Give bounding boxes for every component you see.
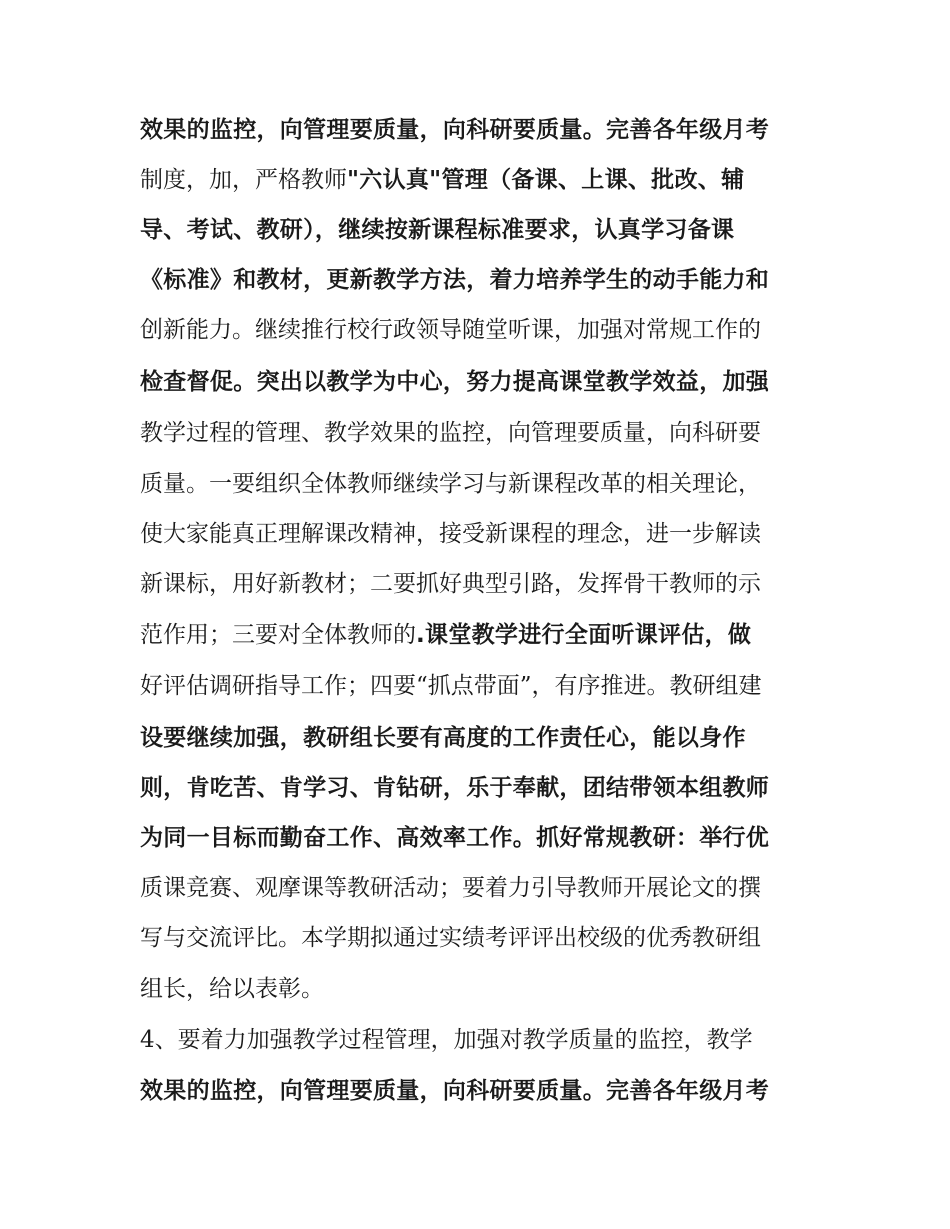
paragraph-line: 创新能力。继续推行校行政领导随堂听课，加强对常规工作的: [140, 317, 761, 343]
line-segment: .课堂教学进行全面听课评估，做: [416, 622, 752, 648]
paragraph-line: 使大家能真正理解课改精神，接受新课程的理念，进一步解读: [140, 521, 761, 547]
line-segment: "六认真"管理（备课、上课、批改、辅: [347, 167, 745, 193]
paragraph-line: 导、考试、教研），继续按新课程标准要求，认真学习备课: [140, 217, 735, 243]
paragraph-line: 教学过程的管理、教学效果的监控，向管理要质量，向科研要: [140, 420, 761, 446]
line-segment: 制度，加，严格教师: [140, 167, 347, 193]
paragraph-line: 效果的监控，向管理要质量，向科研要质量。完善各年级月考: [140, 117, 770, 143]
paragraph-line: 写与交流评比。本学期拟通过实绩考评评出校级的优秀教研组: [140, 925, 761, 951]
paragraph-line: 质课竞赛、观摩课等教研活动；要着力引导教师开展论文的撰: [140, 875, 761, 901]
paragraph-line: 设要继续加强，教研组长要有高度的工作责任心，能以身作: [140, 725, 746, 751]
paragraph-line: [140, 155, 820, 205]
paragraph-line: 效果的监控，向管理要质量，向科研要质量。完善各年级月考: [140, 1078, 770, 1104]
paragraph-line: 好评估调研指导工作；四要“抓点带面”，有序推进。教研组建: [140, 673, 762, 699]
paragraph-line: 《标准》和教材，更新教学方法，着力培养学生的动手能力和: [140, 267, 770, 293]
paragraph-line: 4、要着力加强教学过程管理，加强对教学质量的监控，教学: [140, 1027, 753, 1053]
paragraph-line: 组长，给以表彰。: [140, 976, 324, 1002]
paragraph-line: 则，肯吃苦、肯学习、肯钻研，乐于奉献，团结带领本组教师: [140, 775, 770, 801]
paragraph-line: 检查督促。突出以教学为中心，努力提高课堂教学效益，加强: [140, 369, 770, 395]
paragraph-line: 新课标，用好新教材；二要抓好典型引路，发挥骨干教师的示: [140, 571, 761, 597]
paragraph-line: 为同一目标而勤奋工作、高效率工作。抓好常规教研：举行优: [140, 825, 770, 851]
paragraph-line: [140, 610, 820, 660]
paragraph-line: 质量。一要组织全体教师继续学习与新课程改革的相关理论，: [140, 471, 761, 497]
line-segment: 范作用；三要对全体教师的: [140, 622, 416, 648]
